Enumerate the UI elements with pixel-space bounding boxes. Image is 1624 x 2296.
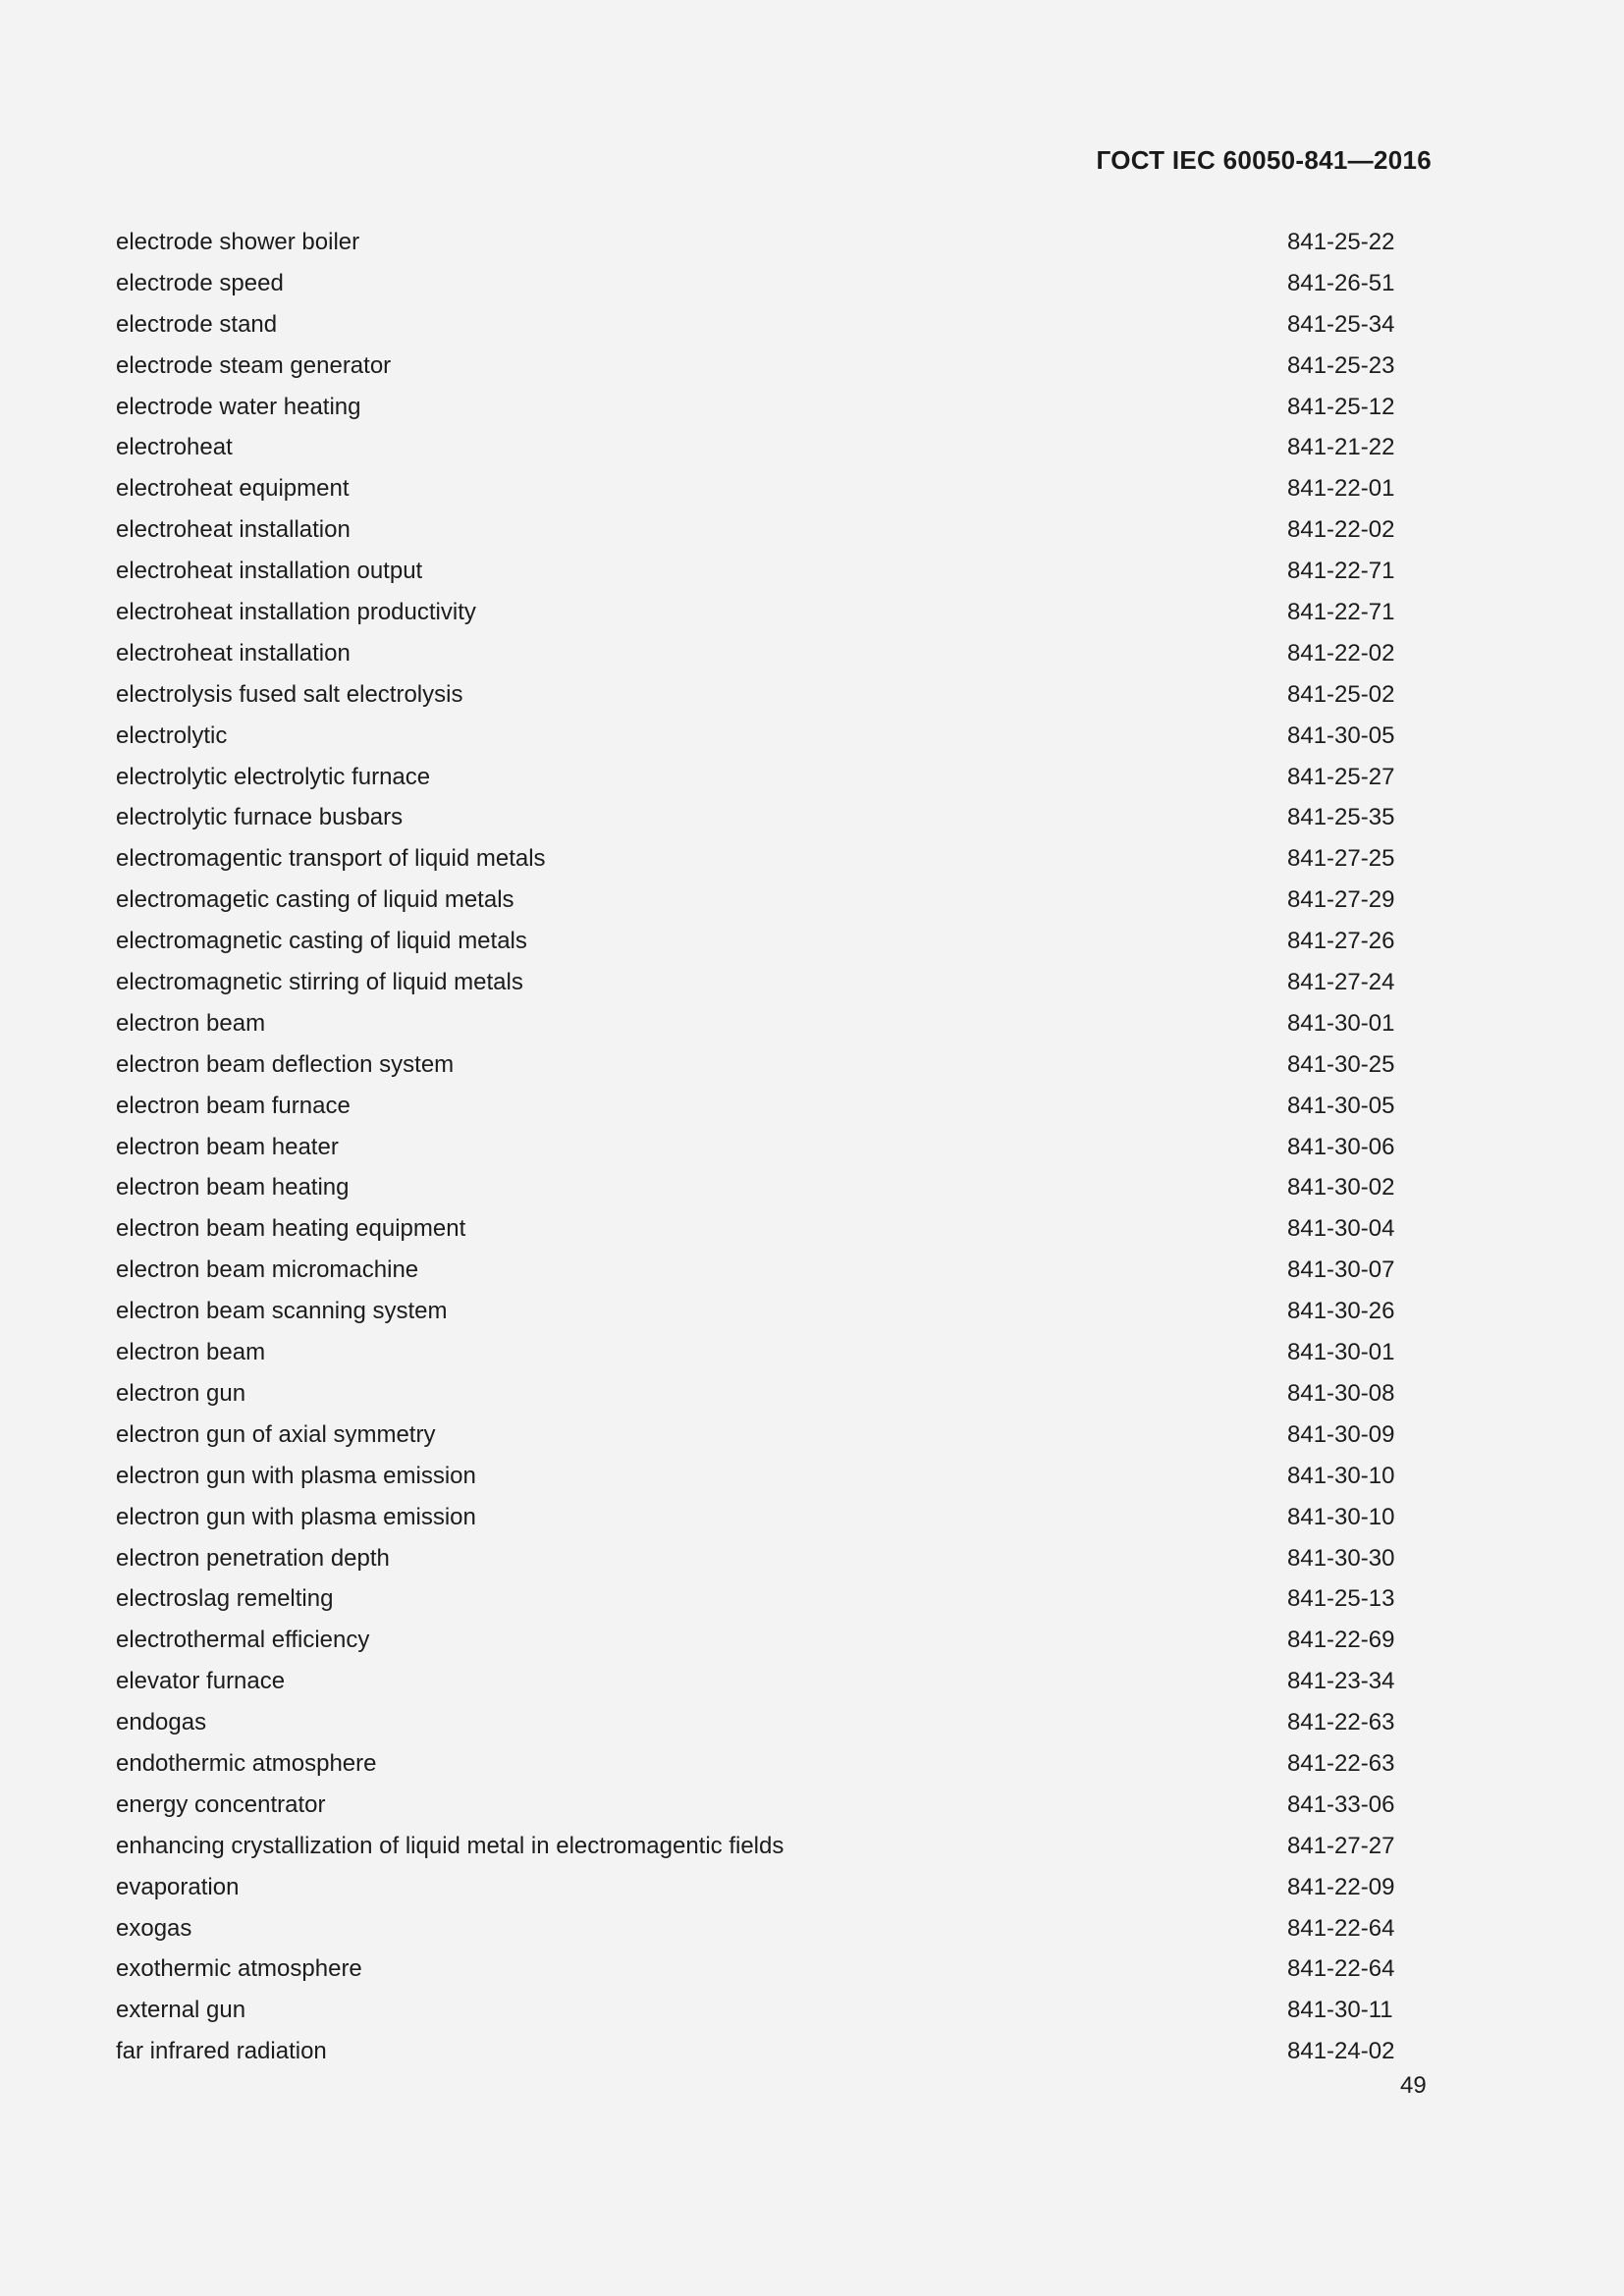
index-code: 841-30-08 (1287, 1379, 1395, 1407)
index-row (116, 1826, 1402, 1867)
index-term: electron penetration depth (116, 1544, 390, 1572)
index-code: 841-25-27 (1287, 763, 1395, 790)
index-term: electron beam furnace (116, 1092, 351, 1119)
index-term: electron beam deflection system (116, 1050, 455, 1078)
index-term: electrode speed (116, 269, 284, 296)
index-code: 841-30-05 (1287, 1092, 1395, 1119)
index-code: 841-22-71 (1287, 558, 1395, 585)
index-term: electromagnetic stirring of liquid metals (116, 969, 523, 996)
index-row (116, 1578, 1402, 1620)
index-row (116, 1497, 1402, 1538)
index-row (116, 427, 1402, 468)
index-row (116, 1620, 1402, 1661)
index-term: electromagetic casting of liquid metals (116, 886, 514, 914)
index-row (116, 1127, 1402, 1168)
index-code: 841-22-63 (1287, 1749, 1395, 1777)
index-code: 841-30-01 (1287, 1339, 1395, 1366)
index-term: evaporation (116, 1873, 240, 1900)
index-row (116, 674, 1402, 716)
index-term: elevator furnace (116, 1668, 286, 1695)
index-term: electroheat equipment (116, 475, 350, 503)
index-row (116, 304, 1402, 346)
index-code: 841-25-34 (1287, 310, 1395, 338)
index-row (116, 1743, 1402, 1785)
index-code: 841-30-02 (1287, 1174, 1395, 1201)
index-code: 841-22-71 (1287, 599, 1395, 626)
index-code: 841-25-35 (1287, 804, 1395, 831)
index-term: electrolysis fused salt electrolysis (116, 680, 463, 708)
index-term: external gun (116, 1997, 246, 2024)
index-term: exogas (116, 1914, 192, 1942)
index-row (116, 222, 1402, 263)
index-row (116, 1044, 1402, 1086)
index-row (116, 1538, 1402, 1579)
index-row (116, 1949, 1402, 1990)
index-code: 841-27-24 (1287, 969, 1395, 996)
index-code: 841-25-22 (1287, 229, 1395, 255)
index-code: 841-30-10 (1287, 1503, 1395, 1530)
index-term: endogas (116, 1709, 207, 1736)
index-term: electron beam heating (116, 1174, 350, 1201)
index-row (116, 1003, 1402, 1044)
index-row (116, 1456, 1402, 1497)
index-row (116, 509, 1402, 551)
index-code: 841-22-64 (1287, 1955, 1395, 1983)
index-list (116, 222, 1402, 2072)
index-code: 841-25-13 (1287, 1585, 1395, 1613)
index-term: electron beam heater (116, 1133, 339, 1160)
index-term: electroheat (116, 434, 233, 461)
index-code: 841-30-26 (1287, 1298, 1395, 1325)
index-term: electrothermal efficiency (116, 1627, 370, 1654)
index-code: 841-22-69 (1287, 1627, 1395, 1654)
index-term: exothermic atmosphere (116, 1955, 362, 1983)
index-row (116, 387, 1402, 428)
index-term: electroheat installation (116, 639, 351, 667)
index-row (116, 962, 1402, 1003)
index-row (116, 1373, 1402, 1415)
index-term: electron beam scanning system (116, 1298, 448, 1325)
index-code: 841-30-01 (1287, 1009, 1395, 1037)
index-row (116, 346, 1402, 387)
index-code: 841-25-02 (1287, 680, 1395, 708)
index-row (116, 263, 1402, 304)
index-code: 841-27-27 (1287, 1832, 1395, 1859)
index-term: electroheat installation (116, 516, 351, 544)
index-term: electroslag remelting (116, 1585, 334, 1613)
index-code: 841-30-11 (1287, 1997, 1393, 2024)
index-row (116, 592, 1402, 633)
index-row (116, 921, 1402, 962)
index-row (116, 2031, 1402, 2072)
index-row (116, 551, 1402, 592)
index-code: 841-22-64 (1287, 1914, 1395, 1942)
index-row (116, 1785, 1402, 1826)
index-row (116, 757, 1402, 798)
index-code: 841-25-12 (1287, 393, 1395, 420)
index-code: 841-27-26 (1287, 928, 1395, 955)
index-row (116, 1702, 1402, 1743)
index-term: electroheat installation output (116, 558, 423, 585)
index-row (116, 1208, 1402, 1250)
index-term: electrode steam generator (116, 351, 392, 379)
index-term: electrode water heating (116, 393, 361, 420)
index-code: 841-22-63 (1287, 1709, 1395, 1736)
index-term: electrolytic (116, 721, 228, 749)
index-term: electron gun of axial symmetry (116, 1420, 436, 1448)
index-term: electron gun with plasma emission (116, 1462, 476, 1489)
index-code: 841-30-06 (1287, 1133, 1395, 1160)
index-code: 841-30-25 (1287, 1050, 1395, 1078)
document-header: ГОСТ IEC 60050-841—2016 (1096, 145, 1432, 175)
index-code: 841-27-29 (1287, 886, 1395, 914)
index-code: 841-30-07 (1287, 1256, 1395, 1284)
index-code: 841-27-25 (1287, 845, 1395, 873)
index-code: 841-25-23 (1287, 351, 1395, 379)
index-term: electron gun with plasma emission (116, 1503, 476, 1530)
index-term: electroheat installation productivity (116, 599, 476, 626)
index-term: electron beam heating equipment (116, 1215, 466, 1243)
page-number: 49 (1400, 2072, 1427, 2099)
index-term: electron gun (116, 1379, 246, 1407)
index-row (116, 1291, 1402, 1332)
index-row (116, 1867, 1402, 1908)
index-code: 841-30-10 (1287, 1462, 1395, 1489)
index-term: electron beam (116, 1339, 266, 1366)
index-term: electrode stand (116, 310, 278, 338)
index-code: 841-22-02 (1287, 516, 1395, 544)
index-row (116, 797, 1402, 838)
index-term: far infrared radiation (116, 2038, 327, 2065)
index-code: 841-24-02 (1287, 2038, 1395, 2065)
index-row (116, 1990, 1402, 2031)
index-code: 841-22-09 (1287, 1873, 1395, 1900)
index-term: energy concentrator (116, 1790, 326, 1818)
index-term: electrolytic furnace busbars (116, 804, 404, 831)
index-code: 841-30-30 (1287, 1544, 1395, 1572)
index-code: 841-22-02 (1287, 639, 1395, 667)
index-row (116, 468, 1402, 509)
index-row (116, 716, 1402, 757)
index-code: 841-30-05 (1287, 721, 1395, 749)
index-row (116, 1332, 1402, 1373)
index-row (116, 1908, 1402, 1949)
index-row (116, 1415, 1402, 1456)
index-code: 841-21-22 (1287, 434, 1395, 461)
index-code: 841-22-01 (1287, 475, 1395, 503)
index-code: 841-26-51 (1287, 269, 1395, 296)
index-term: electron beam micromachine (116, 1256, 419, 1284)
index-term: electromagnetic casting of liquid metals (116, 928, 527, 955)
index-row (116, 838, 1402, 880)
index-code: 841-30-09 (1287, 1420, 1395, 1448)
index-row (116, 1167, 1402, 1208)
index-term: endothermic atmosphere (116, 1749, 377, 1777)
index-code: 841-30-04 (1287, 1215, 1395, 1243)
index-term: electron beam (116, 1009, 266, 1037)
index-code: 841-33-06 (1287, 1790, 1395, 1818)
index-row (116, 1086, 1402, 1127)
index-row (116, 1250, 1402, 1291)
index-row (116, 1661, 1402, 1702)
index-term: electromagentic transport of liquid metals (116, 845, 546, 873)
index-term: electrolytic electrolytic furnace (116, 763, 431, 790)
index-row (116, 633, 1402, 674)
index-term: electrode shower boiler (116, 229, 360, 255)
index-term: enhancing crystallization of liquid metal in electromagentic fields (116, 1832, 785, 1859)
index-code: 841-23-34 (1287, 1668, 1395, 1695)
index-row (116, 880, 1402, 921)
